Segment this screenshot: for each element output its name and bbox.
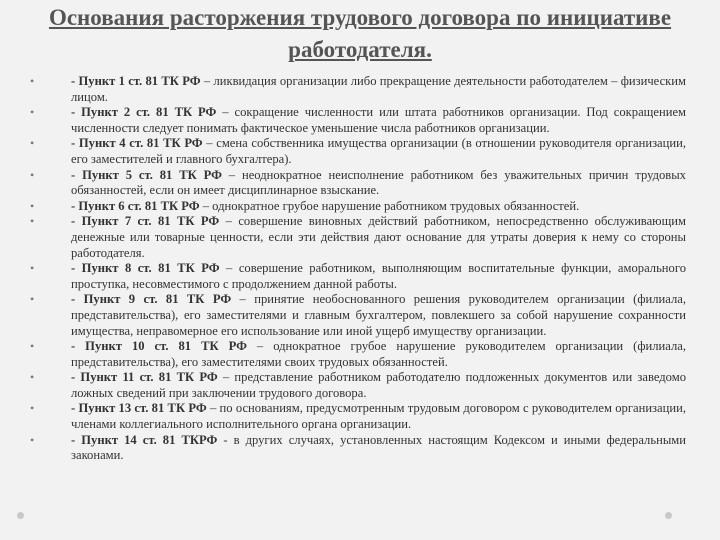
bullet-icon: • [30,136,35,151]
bullet-icon: • [30,292,35,307]
item-text: – сокращение численности или штата работников организации. Под сокращением численности следует понимать фактическое уменьшение числа работников организации. [71,105,687,135]
item-lead: - Пункт 13 ст. 81 ТК РФ [71,401,207,416]
bullet-icon: • [30,401,35,416]
item-lead: - Пункт 5 ст. 81 ТК РФ [71,167,222,182]
item-lead: - Пункт 9 ст. 81 ТК РФ [71,292,232,307]
list-item [20,292,686,339]
decorative-dot-icon [17,512,24,519]
bullet-icon: • [30,432,35,447]
item-text: – однократное грубое нарушение руководителем организации (филиала, представительства), его заместителями своих трудовых обязанностей. [71,339,687,369]
item-text: – неоднократное неисполнение работником без уважительных причин трудовых обязанностей, если он имеет дисциплинарное взыскание. [71,167,686,198]
item-text: – по основаниям, предусмотренным трудовым договором с руководителем организации, членами коллегиального исполнительного органа организации. [71,401,686,432]
item-lead: - Пункт 7 ст. 81 ТК РФ [71,214,220,229]
item-lead: - Пункт 11 ст. 81 ТК РФ [71,370,218,385]
slide-title: Основания расторжения трудового договора по инициативе работодателя. [48,5,672,62]
item-text: – совершение работником, выполняющим воспитательные функции, аморального проступка, несовместимого с продолжением данной работы. [71,261,686,291]
item-lead: - Пункт 10 ст. 81 ТК РФ [71,339,247,354]
bullet-icon: • [30,167,35,182]
item-text: – ликвидация организации либо прекращение деятельности работодателем – физическим лицом. [71,74,686,104]
item-lead: - Пункт 6 ст. 81 ТК РФ [71,198,200,213]
list-item [20,214,686,261]
list-item [20,433,686,464]
item-text: – смена собственника имущества организации (в отношении руководителя организации, его заместителей и главного бухгалтера). [71,136,686,166]
list-item [20,136,686,167]
item-lead: - Пункт 1 ст. 81 ТК РФ [71,74,201,88]
item-text: – принятие необоснованного решения руководителем организации (филиала, представительства), его заместителями и главным бухгалтером, повлекшего за собой нарушение сохранности имущества, неправомерное его использование или иной ущерб имуществу организации. [71,292,686,338]
item-lead: - Пункт 2 ст. 81 ТК РФ [71,105,217,120]
bullet-icon: • [30,214,35,229]
item-text: – однократное грубое нарушение работником трудовых обязанностей. [199,198,580,213]
item-text: – представление работником работодателю подложенных документов или заведомо ложных сведений при заключении трудового договора. [71,370,686,400]
item-text: – совершение виновных действий работником, непосредственно обслуживающим денежные или товарные ценности, если эти действия дают основание для утраты доверия к нему со стороны работодателя. [71,214,686,260]
decorative-dot-icon [665,512,672,519]
item-lead: - Пункт 14 ст. 81 ТКРФ [71,432,218,447]
list-item [20,339,686,370]
list-item [20,401,686,432]
bullet-icon: • [30,339,35,354]
bullet-icon: • [30,74,35,88]
list-item [20,199,686,215]
item-lead: - Пункт 8 ст. 81 ТК РФ [71,261,220,276]
list-item [20,74,686,105]
item-lead: - Пункт 4 ст. 81 ТК РФ [71,136,203,151]
list-item [20,105,686,136]
list-item [20,261,686,292]
bullet-icon: • [30,105,35,120]
item-text: - в других случаях, установленных настоящим Кодексом и иными федеральными законами. [71,432,686,463]
list-item [20,370,686,401]
bullet-icon: • [30,370,35,385]
grounds-list [20,74,686,464]
bullet-icon: • [30,198,35,213]
bullet-icon: • [30,261,35,276]
list-item [20,168,686,199]
